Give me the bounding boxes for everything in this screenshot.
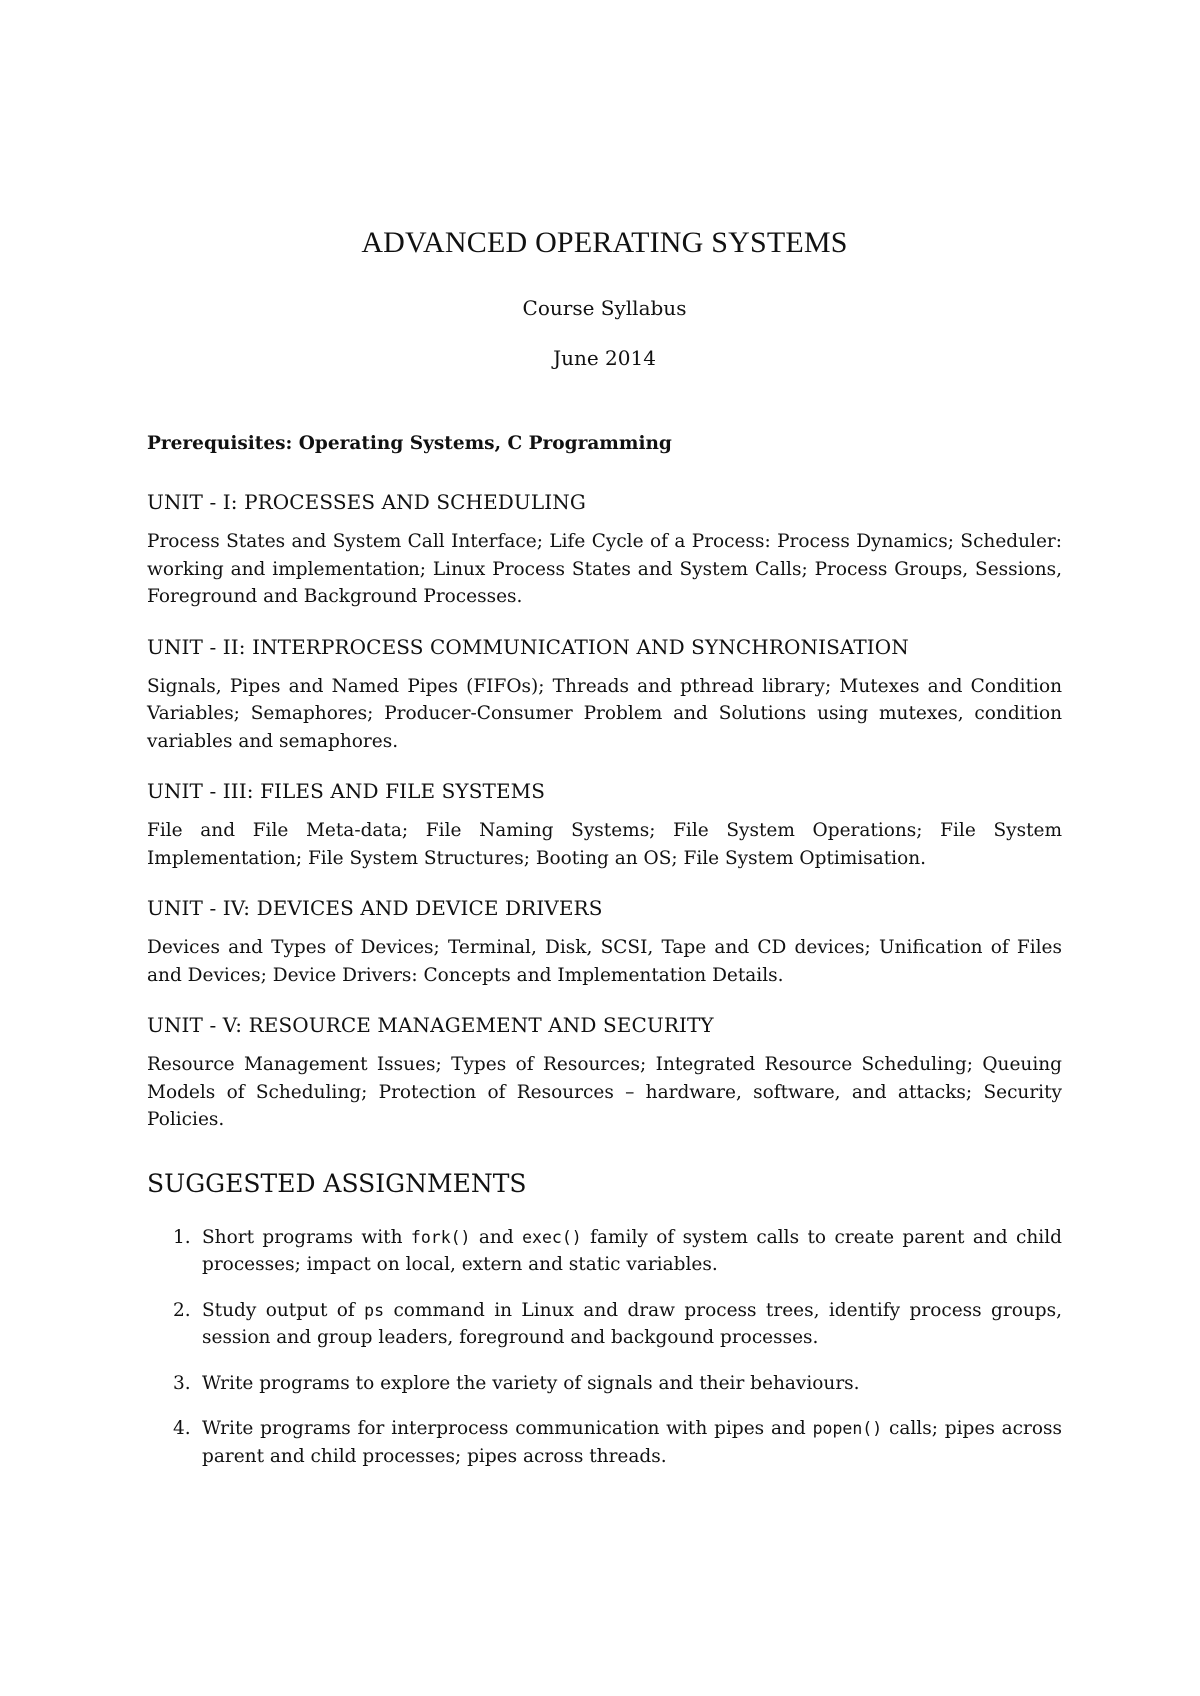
unit-5-body: Resource Management Issues; Types of Resources; Integrated Resource Scheduling; Queuing Models of Scheduling; Protection of Resources – hardware, software, and attacks; Security Policies. <box>147 1054 1062 1130</box>
assignment-text: Write programs to explore the variety of signals and their behaviours. <box>202 1372 860 1394</box>
assignment-item-2 <box>147 1297 1062 1352</box>
unit-5-section <box>147 1011 1062 1134</box>
assignments-heading: SUGGESTED ASSIGNMENTS <box>147 1168 527 1198</box>
assignment-item-4 <box>147 1415 1062 1470</box>
unit-1-body: Process States and System Call Interface; Life Cycle of a Process: Process Dynamics; Scheduler: working and implementation; Linux Process States and System Calls; Process Groups, Sessions, Foreground and Background Processes. <box>147 531 1062 607</box>
unit-1-section <box>147 488 1062 611</box>
assignment-text: Write programs for interprocess communication with pipes and <box>202 1418 813 1439</box>
assignment-text: and <box>470 1226 523 1248</box>
unit-2-heading: UNIT - II: INTERPROCESS COMMUNICATION AND SYNCHRONISATION <box>147 634 909 659</box>
unit-5-heading: UNIT - V: RESOURCE MANAGEMENT AND SECURITY <box>147 1013 714 1037</box>
assignment-number: 3. <box>173 1372 191 1394</box>
assignments-list <box>147 1224 1062 1471</box>
unit-2-section <box>147 633 1062 756</box>
assignment-text: command in Linux and draw process trees, identify process groups, session and group leaders, foreground and backgound processes. <box>202 1299 1062 1348</box>
code-ps: ps <box>364 1300 385 1320</box>
unit-1-heading: UNIT - I: PROCESSES AND SCHEDULING <box>147 490 586 514</box>
unit-4-body: Devices and Types of Devices; Terminal, Disk, SCSI, Tape and CD devices; Unification of Files and Devices; Device Drivers: Concepts and Implementation Details. <box>147 937 1062 986</box>
assignment-text: calls; pipes across parent and child processes; pipes across threads. <box>202 1418 1062 1467</box>
assignment-item-1 <box>147 1224 1062 1279</box>
assignment-number: 2. <box>173 1299 191 1321</box>
unit-3-section <box>147 777 1062 872</box>
assignment-number: 1. <box>173 1226 191 1248</box>
document-subtitle: Course Syllabus <box>522 296 687 320</box>
syllabus-content <box>147 430 1062 1488</box>
assignment-text: Short programs with <box>202 1226 411 1248</box>
code-exec: exec() <box>522 1227 582 1247</box>
code-fork: fork() <box>410 1227 471 1247</box>
unit-2-body: Signals, Pipes and Named Pipes (FIFOs); Threads and pthread library; Mutexes and Condition Variables; Semaphores; Producer-Consumer Problem and Solutions using mutexes, condition variables and semaphores. <box>147 675 1062 752</box>
prerequisites: Prerequisites: Operating Systems, C Programming <box>147 433 672 454</box>
assignment-text: Study output of <box>202 1299 365 1321</box>
unit-3-body: File and File Meta-data; File Naming Systems; File System Operations; File System Implementation; File System Structures; Booting an OS; File System Optimisation. <box>147 820 1062 869</box>
document-title: ADVANCED OPERATING SYSTEMS <box>361 226 848 259</box>
unit-4-section <box>147 894 1062 989</box>
assignment-text: family of system calls to create parent and child processes; impact on local, extern and static variables. <box>202 1226 1062 1275</box>
assignment-item-3 <box>147 1370 1062 1398</box>
unit-3-heading: UNIT - III: FILES AND FILE SYSTEMS <box>147 779 546 803</box>
unit-4-heading: UNIT - IV: DEVICES AND DEVICE DRIVERS <box>147 896 603 920</box>
assignment-number: 4. <box>173 1418 191 1439</box>
code-popen: popen() <box>812 1419 883 1438</box>
document-date: June 2014 <box>553 346 656 370</box>
